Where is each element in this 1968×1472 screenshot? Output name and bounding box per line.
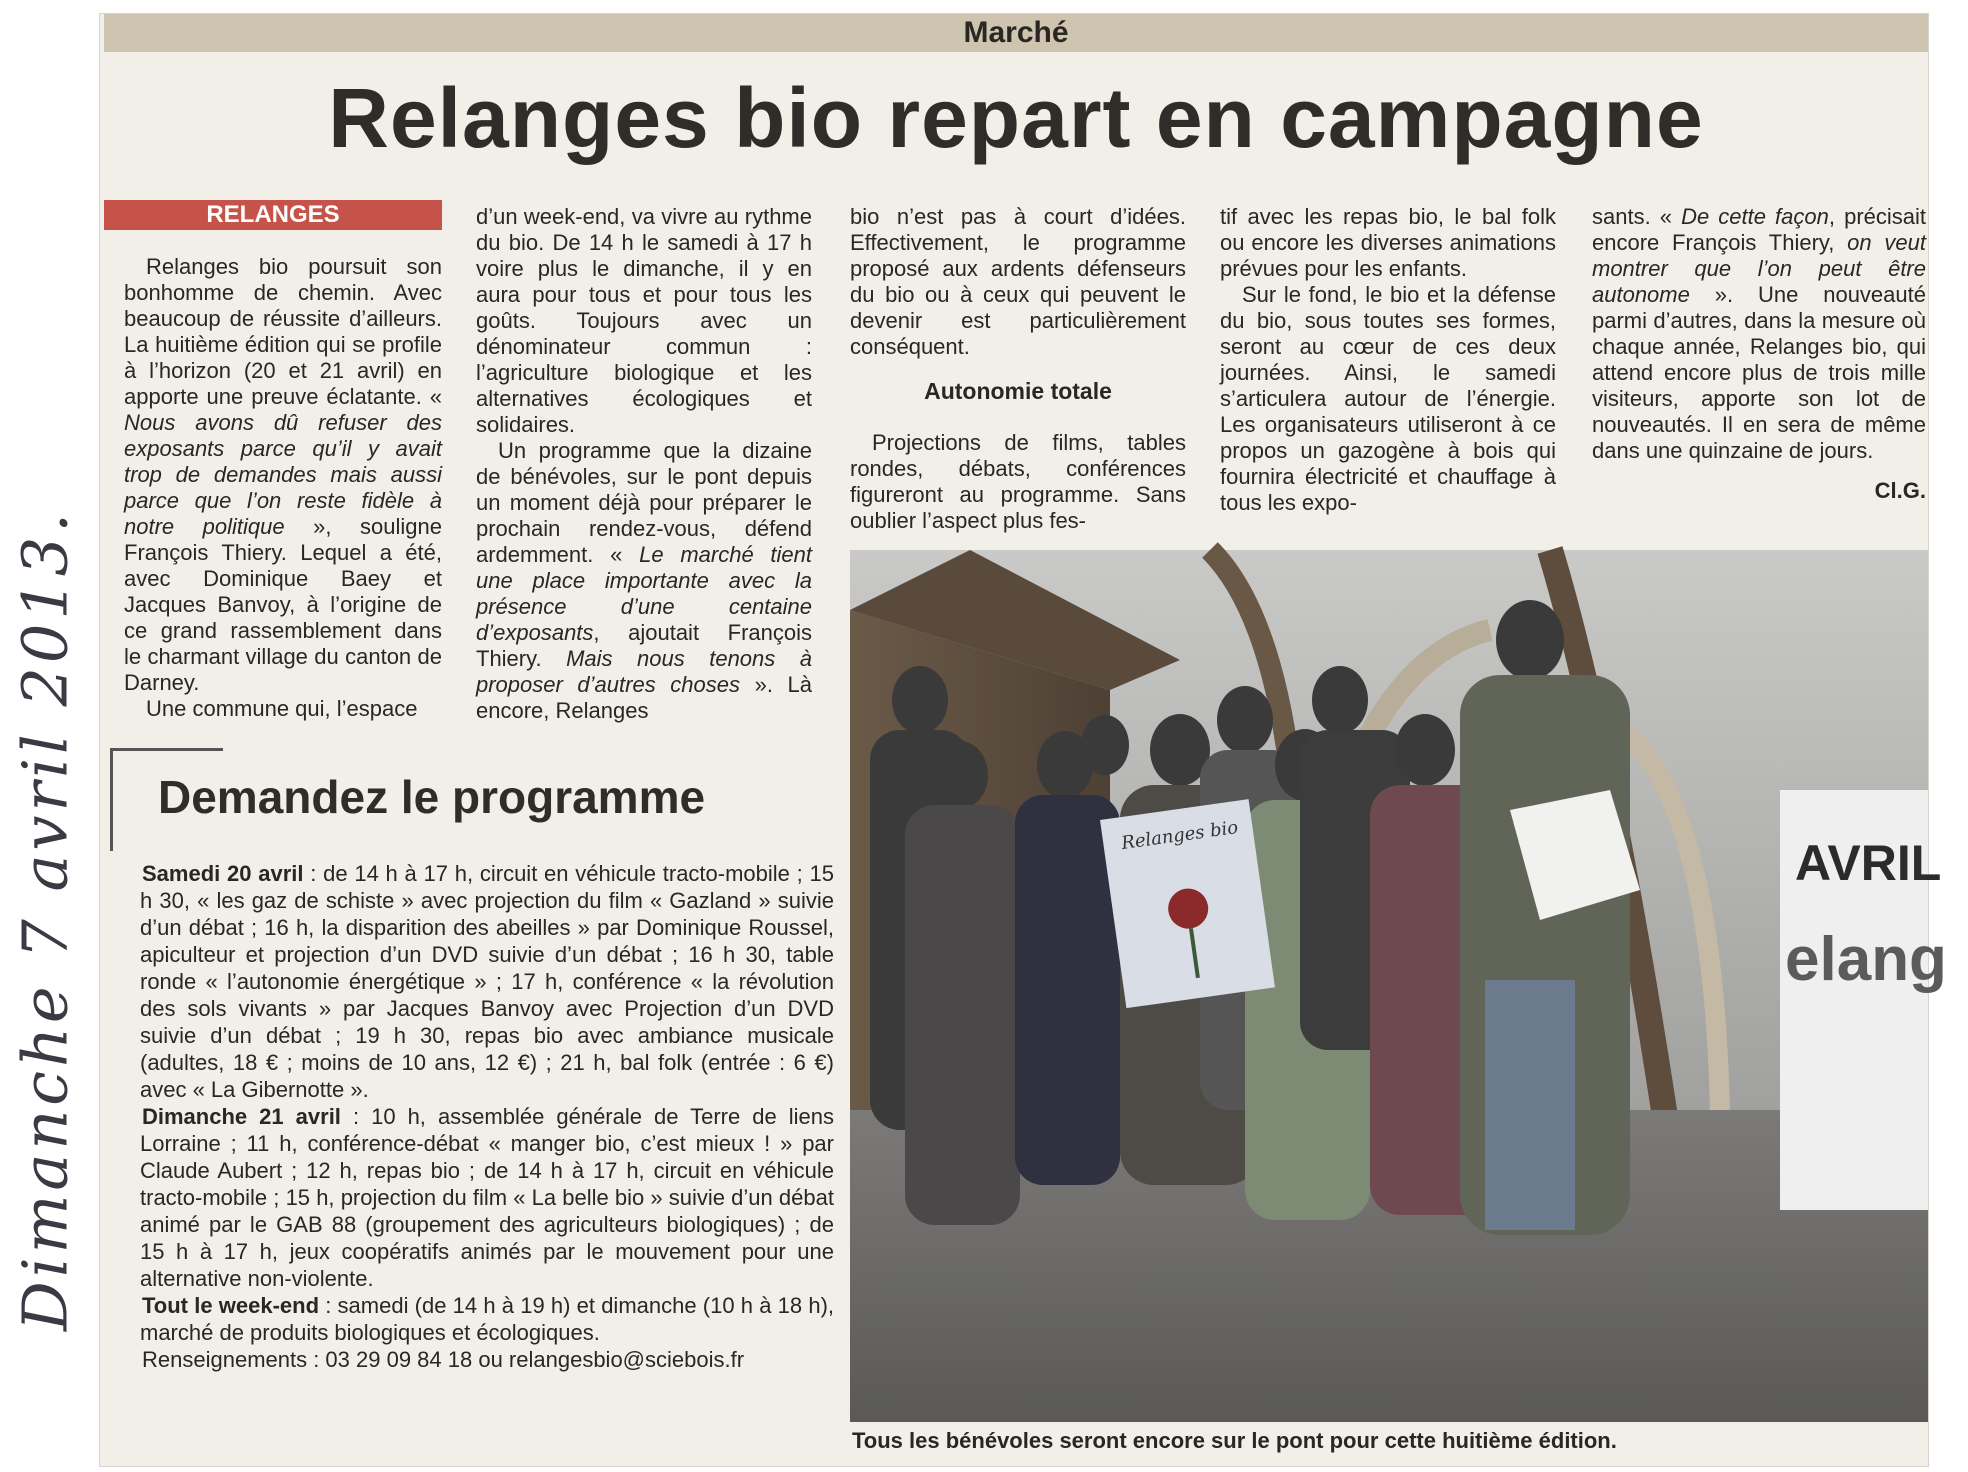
author-signature: Cl.G. — [1874, 478, 1926, 503]
article-column-2 — [476, 204, 812, 724]
paragraph: bio n’est pas à court d’idées. Effectivement, le programme proposé aux ardents défenseurs du bio ou à ceux qui peuvent le devenir est particulièrement conséquent. — [850, 204, 1186, 359]
banner-text-1: AVRIL — [1795, 835, 1942, 891]
paragraph: Une commune qui, l’espace — [146, 696, 418, 721]
handwritten-date: Dimanche 7 avril 2013. — [8, 509, 82, 1331]
group-photo — [850, 550, 1947, 1422]
article-column-5 — [1592, 204, 1926, 504]
program-sunday: Dimanche 21 avril : 10 h, assemblée générale de Terre de liens Lorraine ; 11 h, conférence-débat « manger bio, c’est mieux ! » par Claude Aubert ; 12 h, repas bio ; de 14 h à 17 h, circuit en véhicule tracto-mobile ; 15 h, projection du film « La belle bio » suivie d’un débat animé par le GAB 88 (groupement des agriculteurs biologiques) ; de 15 h à 17 h, jeux coopératifs animés par le mouvement pour une alternative non-violente. — [140, 1104, 834, 1291]
photo-caption: Tous les bénévoles seront encore sur le pont pour cette huitième édition. — [852, 1428, 1617, 1453]
paragraph: Sur le fond, le bio et la défense du bio, sous toutes ses formes, seront au cœur de ces deux journées. Ainsi, le samedi s’articulera autour de l’énergie. Les organisateurs utiliseront à ce propos un gazogène à bois qui fournira électricité et chauffage à tous les expo- — [1220, 282, 1556, 515]
program-saturday: Samedi 20 avril : de 14 h à 17 h, circuit en véhicule tracto-mobile ; 15 h 30, « les gaz de schiste » avec projection du film « Gazland » suivie d’un débat ; 16 h, la disparition des abeilles » par Dominique Roussel, apiculteur et projection d’un DVD suivie d’un débat ; 16 h 30, table ronde « l’autonomie énergétique » ; 17 h, conférence « la révolution des sols vivants » par Jacques Banvoy avec Projection d’un DVD suivie d’un débat ; 19 h 30, repas bio avec ambiance musicale (adultes, 18 € ; moins de 10 ans, 12 €) ; 21 h, bal folk (entrée : 6 €) avec « La Gibernotte ». — [140, 861, 834, 1102]
paragraph: d’un week-end, va vivre au rythme du bio. De 14 h le samedi à 17 h voire plus le dimanche, il y en aura pour tous et pour tous les goûts. Toujours avec un dénominateur commun : l’agriculture biologique et les alternatives écologiques et solidaires. — [476, 204, 812, 437]
paragraph: tif avec les repas bio, le bal folk ou encore les diverses animations prévues pour les enfants. — [1220, 204, 1556, 281]
poster-text: Relanges bio — [1120, 816, 1240, 855]
article-column-4 — [1220, 204, 1556, 516]
banner-text-2: elang — [1785, 925, 1947, 994]
paragraph: Relanges bio poursuit son bonhomme de chemin. Avec beaucoup de réussite d’ailleurs. La huitième édition qui se profile à l’horizon (20 et 21 avril) en apporte une preuve éclatante. « Nous avons dû refuser des exposants parce qu’il y avait trop de demandes mais aussi parce que l’on reste fidèle à notre politique », souligne François Thiery. Lequel a été, avec Dominique Baey et Jacques Banvoy, à l’origine de ce grand rassemblement dans le charmant village du canton de Darney. — [124, 254, 442, 695]
section-rubric — [104, 14, 1928, 52]
program-weekend: Tout le week-end : samedi (de 14 h à 19 h) et dimanche (10 h à 18 h), marché de produits biologiques et écologiques. — [140, 1293, 835, 1345]
article-column-3 — [850, 204, 1186, 534]
program-box — [140, 860, 834, 1373]
paragraph: sants. « De cette façon, précisait encore François Thiery, on veut montrer que l’on peut être autonome ». Une nouveauté parmi d’autres, dans la mesure où chaque année, Relanges bio, qui attend encore plus de trois mille visiteurs, apporte son lot de nouveautés. Il en sera de même dans une quinzaine de jours. — [1592, 204, 1927, 463]
subheading: Autonomie totale — [924, 378, 1112, 404]
group-photo-image — [850, 550, 1947, 1422]
program-box-title: Demandez le programme — [158, 771, 706, 823]
headline: Relanges bio repart en campagne — [328, 71, 1704, 165]
program-info: Renseignements : 03 29 09 84 18 ou relangesbio@sciebois.fr — [142, 1347, 745, 1372]
paragraph: Projections de films, tables rondes, débats, conférences figureront au programme. Sans oublier l’aspect plus fes- — [850, 430, 1186, 533]
paragraph: Un programme que la dizaine de bénévoles, sur le pont depuis un moment déjà pour préparer le prochain rendez-vous, défend ardemment. « Le marché tient une place importante avec la présence d’une centaine d’exposants, ajoutait François Thiery. Mais nous tenons à proposer d’autres choses ». Là encore, Relanges — [476, 438, 813, 723]
location-tag: RELANGES — [104, 200, 442, 230]
rubric-label: Marché — [963, 16, 1069, 49]
article-column-1 — [124, 254, 442, 722]
